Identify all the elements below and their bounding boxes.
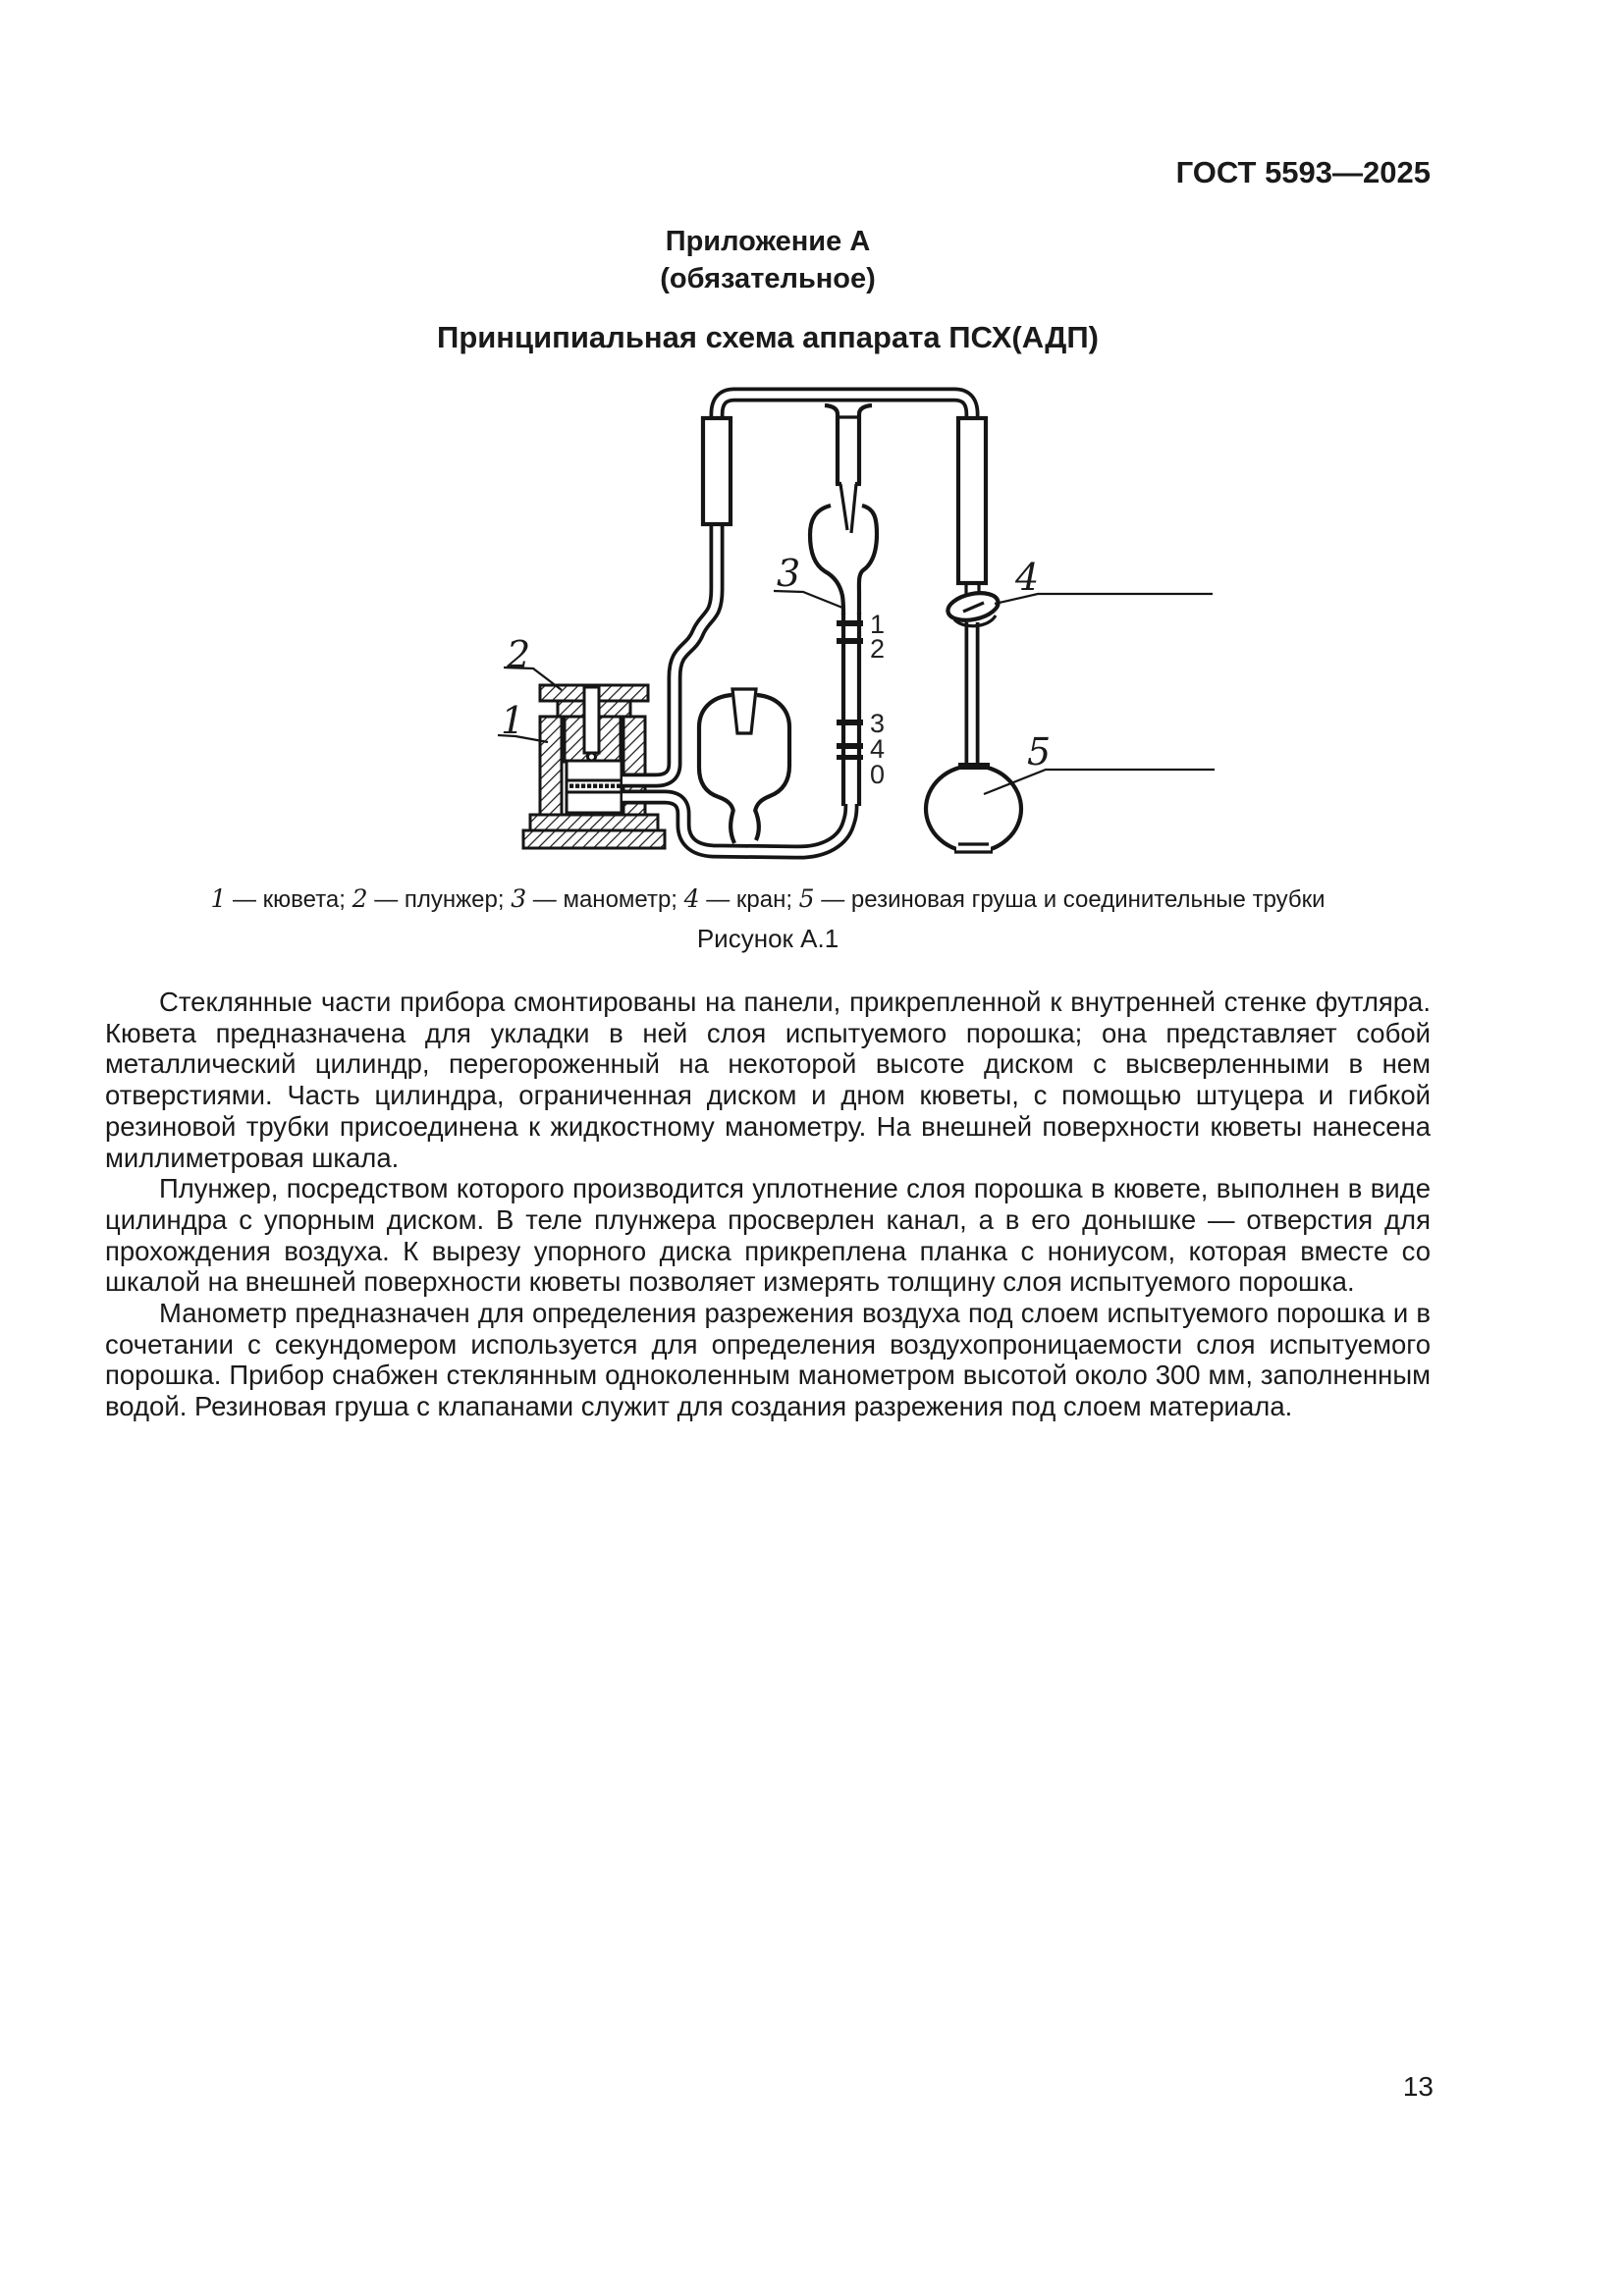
appendix-heading: Приложение А xyxy=(665,226,871,257)
scale-mark-0: 0 xyxy=(870,760,886,789)
scale-mark-2: 2 xyxy=(870,634,886,664)
caption-item: 2 — плунжер; xyxy=(352,884,512,913)
caption-item: 5 — резиновая груша и соединительные трубки xyxy=(798,884,1326,913)
figure-number: Рисунок А.1 xyxy=(696,924,839,953)
rubber-bulb xyxy=(926,763,1021,856)
page-number: 13 xyxy=(1402,2071,1434,2102)
paragraph: Манометр предназначен для определения разрежения воздуха под слоем испытуемого порошка и в сочетании с секундомером используется для определения воздухопроницаемости слоя испытуемого порошка. Прибор снабжен стеклянным одноколенным манометром высотой около 300 мм, заполненным водой. Резиновая груша с клапанами служит для создания разрежения под слоем материала. xyxy=(105,1298,1431,1422)
paragraph: Плунжер, посредством которого производится уплотнение слоя порошка в кювете, выполнен в виде цилиндра с упорным диском. В теле плунжера просверлен канал, а в его донышке — отверстия для прохождения воздуха. К вырезу упорного диска прикреплена планка с нониусом, которая вместе со шкалой на внешней поверхности кюветы позволяет измерять толщину слоя испытуемого порошка. xyxy=(105,1173,1431,1298)
manometer xyxy=(810,403,885,807)
callout-plunger: 2 xyxy=(507,633,531,676)
apparatus-schematic xyxy=(471,381,1335,872)
appendix-subheading: (обязательное) xyxy=(660,263,876,294)
callout-bulb: 5 xyxy=(1027,730,1052,774)
callout-valve: 4 xyxy=(1015,556,1040,599)
powder-layer xyxy=(567,761,622,813)
valve xyxy=(946,581,1001,626)
scale-mark-4: 4 xyxy=(870,734,886,764)
caption-item: 3 — манометр; xyxy=(511,884,684,913)
scale-mark-3: 3 xyxy=(870,709,886,738)
body-text xyxy=(105,987,1431,1422)
figure-caption xyxy=(105,884,1431,914)
scale-mark-1: 1 xyxy=(870,610,886,639)
caption-item: 4 — кран; xyxy=(683,884,799,913)
paragraph: Стеклянные части прибора смонтированы на панели, прикрепленной к внутренней стенке футляра. Кювета предназначена для укладки в ней слоя испытуемого порошка; она представляет собой металлический цилиндр, перегороженный на некоторой высоте диском с высверленными в нем отверстиями. Часть цилиндра, ограниченная диском и дном кюветы, с помощью штуцера и гибкой резиновой трубки присоединена к жидкостному манометру. На внешней поверхности кюветы нанесена миллиметровая шкала. xyxy=(105,987,1431,1173)
connecting-tubes xyxy=(623,395,972,852)
document-header: ГОСТ 5593—2025 xyxy=(1175,155,1431,189)
callout-cuvette: 1 xyxy=(501,699,525,742)
stopper xyxy=(732,689,756,733)
callout-manometer: 3 xyxy=(777,552,801,595)
appendix-title: Принципиальная схема аппарата ПСХ(АДП) xyxy=(437,320,1099,354)
caption-item: 1 — кювета; xyxy=(210,884,352,913)
reservoir-vessel xyxy=(699,689,789,843)
